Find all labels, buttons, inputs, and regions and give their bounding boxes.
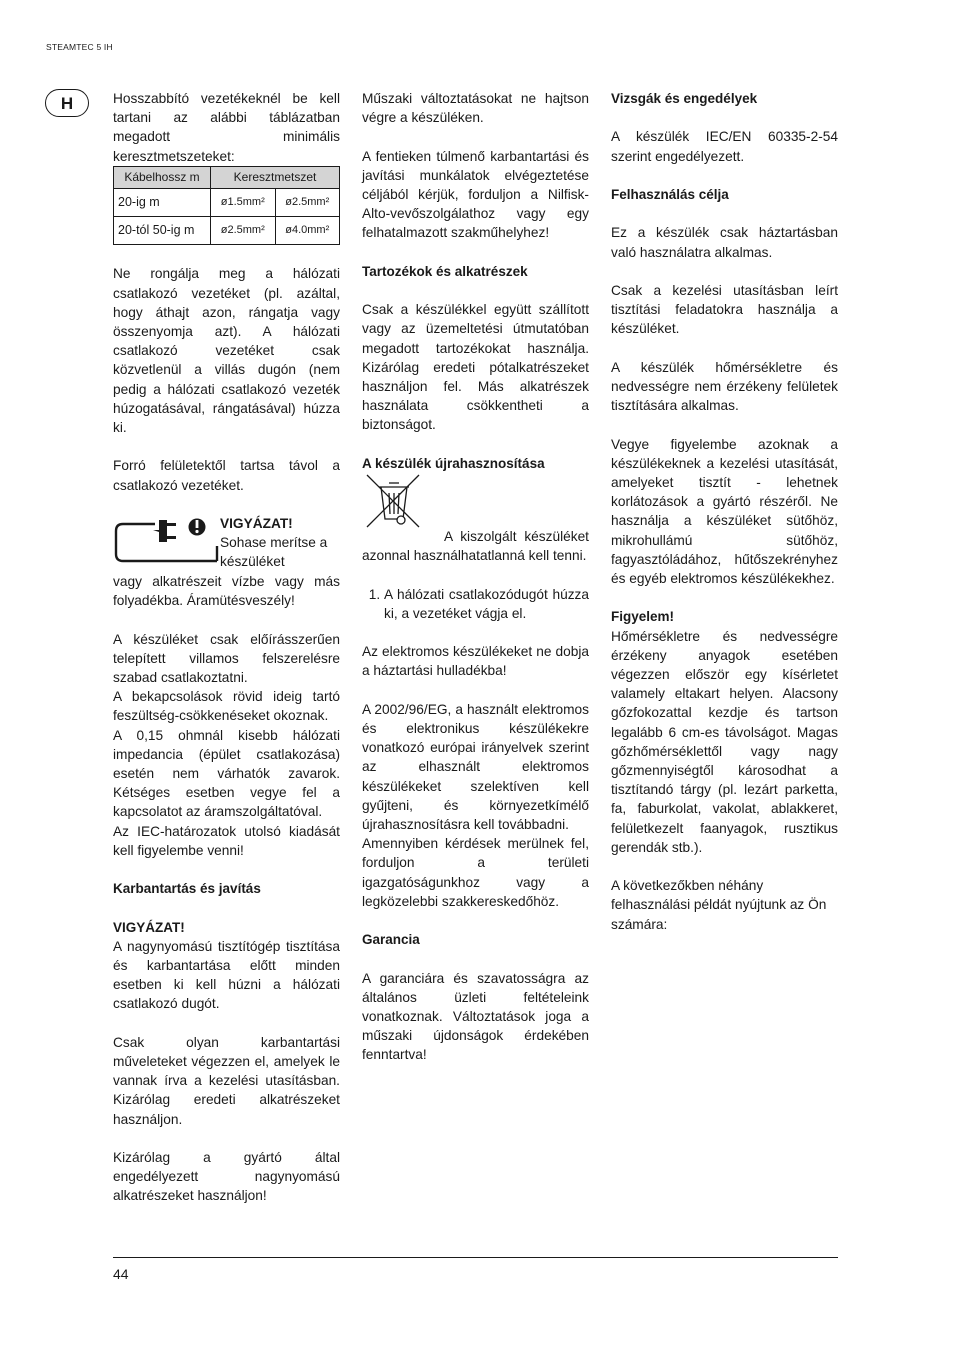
directive-text: A 2002/96/EG, a használt elektromos és elektronikus készülékekre vonatkozó európai irányelvek szerint az elhasznált elektromos készülékeket szelektíven kell gyűjteni, és környezetkímélő újrahasznosításra kell továbbadni. bbox=[362, 701, 589, 832]
column-3 bbox=[611, 89, 838, 953]
footer-divider bbox=[113, 1257, 838, 1258]
examples-text: A következőkben néhány felhasználási példát nyújtunk az Ön számára: bbox=[611, 878, 827, 932]
modification-text: Műszaki változtatásokat ne hajtson végre a készüléken. bbox=[362, 91, 589, 126]
language-badge: H bbox=[45, 89, 89, 117]
purpose-text-3: A készülék hőmérsékletre és nedvességre nem érzékeny felületek tisztítására alkalmas. bbox=[611, 359, 838, 414]
table-cell: ø2.5mm² bbox=[275, 188, 340, 216]
table-cell: ø2.5mm² bbox=[211, 217, 276, 245]
page-number: 44 bbox=[113, 1266, 129, 1282]
cable-cross-section-table bbox=[113, 166, 340, 245]
purpose-text-2: Csak a kezelési utasításban leírt tisztítási feladatokra használja a készüléket. bbox=[611, 282, 838, 337]
column-1 bbox=[113, 89, 340, 1225]
table-cell: ø1.5mm² bbox=[211, 188, 276, 216]
table-row bbox=[114, 188, 340, 216]
table-header-cell: Keresztmetszet bbox=[211, 166, 340, 188]
accessories-text: Csak a készülékkel együtt szállított vagy az üzemeltetési útmutatóban megadott tartozékokat használja. Kizárólag eredeti pótalkatrészeket használjon fel. Más alkatrészek használata csökkentheti a biztonságot. bbox=[362, 302, 589, 433]
questions-text: Amennyiben kérdések merülnek fel, forduljon a területi igazgatóságunkhoz vagy a legközelebbi szakkereskedőhöz. bbox=[362, 836, 589, 909]
maintenance-text-2: Csak olyan karbantartási műveleteket végezzen el, amelyek le vannak írva a kezelési utasításban. Kizárólag eredeti alkatrészeket használjon. bbox=[113, 1034, 340, 1127]
maintenance-text-1: A nagynyomású tisztítógép tisztítása és karbantartása előtt minden esetben ki kell húzni a hálózati csatlakozó dugót. bbox=[113, 938, 340, 1012]
warning-short-text: Sohase merítse a készüléket bbox=[220, 535, 328, 570]
water-warning-block bbox=[113, 514, 340, 572]
purpose-text-1: Ez a készülék csak háztartásban való használatra alkalmas. bbox=[611, 225, 838, 260]
extension-cable-text: Hosszabbító vezetékeknél be kell tartani az alábbi táblázatban megadott minimális keresztmetszeteket: bbox=[113, 91, 340, 164]
recycling-steps bbox=[362, 585, 589, 623]
table-row bbox=[114, 217, 340, 245]
weee-block bbox=[362, 473, 589, 533]
warning-continued-text: vagy alkatrészeit vízbe vagy más folyadékba. Áramütésveszély! bbox=[113, 574, 340, 609]
attention-text: Hőmérsékletre és nedvességre érzékeny anyagok esetében végezzen először egy kísérletet valamely eltakart helyen. Alacsony gőzfokozattal kezdje és tartson legalább 6 cm-es távolságot. Magas gőzhőmérséklettől vagy nagy gőzmennyiségtől károsodhat a tisztítandó tárgy (pl. lezárt parketta, fa, faburkolat, vakolat, ablakkeret, felületkezelt faanyagok, rusztikus gerendák stb.). bbox=[611, 628, 838, 855]
warranty-heading: Garancia bbox=[362, 932, 420, 948]
connection-text-3: A 0,15 ohmnál kisebb hálózati impedancia (épület csatlakozása) esetén nem várhatók zavarok. Kétséges esetben vegye fel a kapcsolatot az áramszolgáltatóval. bbox=[113, 727, 340, 820]
table-cell: ø4.0mm² bbox=[275, 217, 340, 245]
table-header-row bbox=[114, 166, 340, 188]
maintenance-warning-title: VIGYÁZAT! bbox=[113, 919, 185, 935]
purpose-text-4: Vegye figyelembe azoknak a készülékeknek a kezelési utasítását, amelyeket tisztít - lehetnek korlátozások a gyártó részéről. Ne használja a készüléket sütőhöz, mikrohullámú sütőhöz, fagyasztóládához, hűtőszekrényhez és egyéb elektromos készülékekhez. bbox=[611, 436, 838, 586]
warranty-text: A garanciára és szavatosságra az általános üzleti feltételeink vonatkoznak. Változtatások joga a műszaki újdonságok érdekében fenntartva! bbox=[362, 970, 589, 1063]
warning-title: VIGYÁZAT! bbox=[220, 516, 293, 532]
cable-damage-text: Ne rongálja meg a hálózati csatlakozó vezetéket (pl. azáltal, hogy áthajt azon, rángatja vagy összenyomja azt). A hálózati csatlakozó vezetéket csak közvetlenül a villás dugón (nem pedig a hálózati csatlakozó vezeték húzogatásával, rángatásával) húzza ki. bbox=[113, 266, 340, 436]
column-2 bbox=[362, 89, 589, 1084]
tests-heading: Vizsgák és engedélyek bbox=[611, 91, 758, 106]
plug-warning-icon bbox=[113, 514, 219, 572]
connection-text-1: A készüléket csak előírásszerűen telepített villamos felszerelésre szabad csatlakoztatni. bbox=[113, 631, 340, 686]
maintenance-heading: Karbantartás és javítás bbox=[113, 881, 261, 897]
purpose-heading: Felhasználás célja bbox=[611, 186, 729, 202]
maintenance-text-3: Kizárólag a gyártó által engedélyezett nagynyomású alkatrészeket használjon! bbox=[113, 1150, 340, 1204]
table-cell: 20-tól 50-ig m bbox=[114, 217, 211, 245]
document-header: STEAMTEC 5 IH bbox=[46, 42, 113, 52]
list-item: 1. A hálózati csatlakozódugót húzza ki, a vezetéket vágja el. bbox=[384, 585, 589, 623]
recycling-heading: A készülék újrahasznosítása bbox=[362, 455, 545, 471]
attention-heading: Figyelem! bbox=[611, 609, 675, 625]
warning-text-short bbox=[220, 514, 340, 572]
recycling-text: A kiszolgált készüléket azonnal használhatatlanná kell tenni. bbox=[362, 529, 589, 564]
table-cell: 20-ig m bbox=[114, 188, 211, 216]
connection-text-2: A bekapcsolások rövid ideig tartó feszültség-csökkenéseket okoznak. bbox=[113, 689, 340, 724]
table-header-cell: Kábelhossz m bbox=[114, 166, 211, 188]
tests-text: A készülék IEC/EN 60335-2-54 szerint engedélyezett. bbox=[611, 129, 838, 164]
household-waste-text: Az elektromos készülékeket ne dobja a háztartási hulladékba! bbox=[362, 644, 589, 679]
crossed-bin-icon bbox=[362, 469, 424, 531]
service-text: A fentieken túlmenő karbantartási és javítási munkálatok elvégeztetése céljából kérjük, forduljon a Nilfisk-Alto-vevőszolgálathoz vagy egy felhatalmazott szakműhelyhez! bbox=[362, 148, 589, 241]
accessories-heading: Tartozékok és alkatrészek bbox=[362, 263, 528, 279]
connection-text-4: Az IEC-határozatok utolsó kiadását kell figyelembe venni! bbox=[113, 823, 340, 858]
hot-surface-text: Forró felületektől tartsa távol a csatlakozó vezetéket. bbox=[113, 458, 340, 493]
